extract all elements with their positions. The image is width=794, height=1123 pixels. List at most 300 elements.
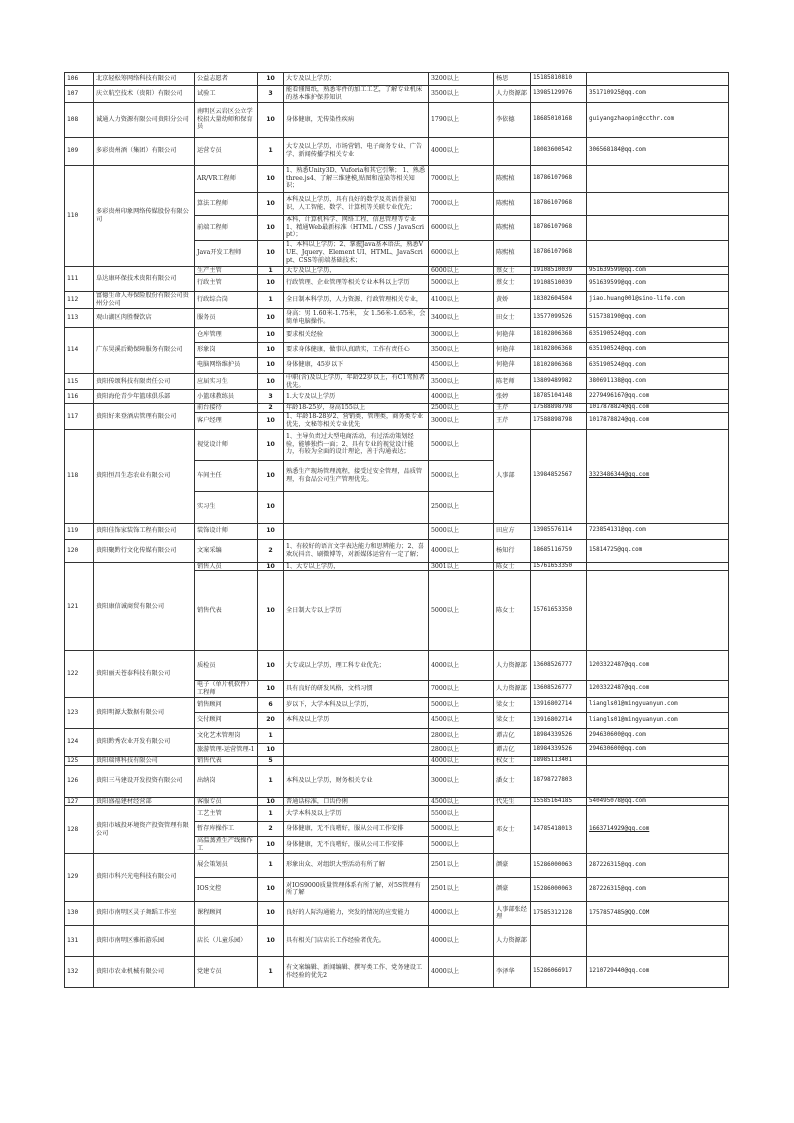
salary: 3200以上 <box>429 73 494 86</box>
phone-number: 13809489982 <box>531 373 587 390</box>
job-title: 销售人员 <box>195 562 258 571</box>
salary: 3400以上 <box>429 308 494 327</box>
salary: 4000以上 <box>429 651 494 681</box>
company-name: 贵阳海伦青少年篮球俱乐部 <box>94 390 195 404</box>
contact-person: 人力资源部 <box>494 651 531 681</box>
headcount: 2 <box>258 404 284 413</box>
email-link <box>587 240 729 266</box>
email-link[interactable]: 635190524@qq.com <box>587 342 729 357</box>
salary: 7000以上 <box>429 681 494 698</box>
phone-number: 18798727803 <box>531 765 587 797</box>
table-row <box>65 327 729 342</box>
contact-person: 陈熙植 <box>494 240 531 266</box>
phone-number: 18786107968 <box>531 240 587 266</box>
job-requirements <box>284 523 429 539</box>
headcount: 10 <box>258 413 284 430</box>
table-row <box>65 404 729 413</box>
row-number: 124 <box>65 728 94 756</box>
job-title: AR/VR工程师 <box>195 165 258 192</box>
job-title: 运营专员 <box>195 137 258 165</box>
salary: 3500以上 <box>429 373 494 390</box>
salary: 5500以上 <box>429 806 494 822</box>
job-title: 客户经理 <box>195 413 258 430</box>
phone-number: 18786107968 <box>531 165 587 192</box>
job-requirements: 本科及以上学历，具有良好的数学及英语背景知识，人工智能、数学、计算机等关联专业优先； <box>284 192 429 215</box>
company-name: 贵阳黔秀农业开发有限公司 <box>94 728 195 756</box>
job-title: 展会策划员 <box>195 853 258 877</box>
job-title: 文案采编 <box>195 539 258 562</box>
contact-person: 梁女士 <box>494 697 531 712</box>
headcount: 10 <box>258 925 284 956</box>
job-requirements: 形象出众、对组织大型活动有所了解 <box>284 853 429 877</box>
headcount: 2 <box>258 539 284 562</box>
salary: 7000以上 <box>429 192 494 215</box>
contact-person: 邓女士 <box>494 806 531 854</box>
row-number: 116 <box>65 390 94 404</box>
email-link[interactable]: jiao.huang001@sino-life.com <box>587 292 729 309</box>
job-requirements <box>284 743 429 756</box>
contact-person: 陈女士 <box>494 571 531 651</box>
email-link[interactable]: 287226315@qq.com <box>587 853 729 877</box>
row-number: 109 <box>65 137 94 165</box>
job-requirements: 1、有较好的语言文字表达能力和思辨能力；2、喜欢玩抖音、刷微博等，对新媒体运营有一定了解； <box>284 539 429 562</box>
contact-person: 王芹 <box>494 413 531 430</box>
row-number: 107 <box>65 86 94 103</box>
phone-number: 13916802714 <box>531 697 587 712</box>
contact-person: 梁女士 <box>494 712 531 728</box>
headcount: 1 <box>258 956 284 987</box>
contact-person: 蔡女士 <box>494 275 531 292</box>
salary: 4000以上 <box>429 956 494 987</box>
company-name: 诚通人力资源有限公司贵阳分公司 <box>94 102 195 137</box>
email-link <box>587 756 729 765</box>
salary: 5000以上 <box>429 275 494 292</box>
job-requirements: 身高：男 1.60米-1.75米， 女 1.56米-1.65米，会简单电脑操作。 <box>284 308 429 327</box>
salary: 5000以上 <box>429 460 494 491</box>
table-row <box>65 266 729 275</box>
table-row <box>65 925 729 956</box>
headcount: 10 <box>258 491 284 523</box>
job-requirements: 年龄18-25岁，身高155以上 <box>284 404 429 413</box>
table-row <box>65 697 729 712</box>
salary: 3000以上 <box>429 765 494 797</box>
email-link[interactable]: 2279496167@qq.com <box>587 390 729 404</box>
phone-number: 13984852567 <box>531 429 587 523</box>
table-row <box>65 73 729 86</box>
row-number: 113 <box>65 308 94 327</box>
company-name: 富德生命人寿保险股份有限公司贵州分公司 <box>94 292 195 309</box>
job-listing-table <box>64 72 729 988</box>
job-title: 公益志愿者 <box>195 73 258 86</box>
job-requirements: 1.大专及以上学历 <box>284 390 429 404</box>
salary: 3000以上 <box>429 327 494 342</box>
phone-number: 18083600542 <box>531 137 587 165</box>
company-name: 贵阳市南明区雅拓游乐园 <box>94 925 195 956</box>
table-row <box>65 956 729 987</box>
company-name: 贵阳恒昌生态农业有限公司 <box>94 429 195 523</box>
company-name: 广东昊溪后勤保障服务有限公司 <box>94 327 195 373</box>
table-row <box>65 429 729 460</box>
job-title: 小篮球教练员 <box>195 390 258 404</box>
contact-person: 陈女士 <box>494 562 531 571</box>
company-name: 贵阳盛福建材经营部 <box>94 797 195 806</box>
email-link[interactable]: 515738190@qq.com <box>587 308 729 327</box>
headcount: 10 <box>258 308 284 327</box>
company-name: 贵阳丽天苍泰科技有限公司 <box>94 651 195 698</box>
row-number: 123 <box>65 697 94 728</box>
email-link[interactable]: 1210729440@qq.com <box>587 956 729 987</box>
row-number: 122 <box>65 651 94 698</box>
job-title: 高温蒸煮生产线操作工 <box>195 837 258 854</box>
headcount: 10 <box>258 373 284 390</box>
headcount: 10 <box>258 651 284 681</box>
company-name: 贵阳聚黔行文化传媒有限公司 <box>94 539 195 562</box>
email-link[interactable]: 1203322487@qq.com <box>587 651 729 681</box>
table-row <box>65 806 729 822</box>
salary: 5000以上 <box>429 822 494 837</box>
table-row <box>65 292 729 309</box>
salary: 4000以上 <box>429 925 494 956</box>
table-row <box>65 756 729 765</box>
job-title: 形象岗 <box>195 342 258 357</box>
row-number: 117 <box>65 404 94 429</box>
phone-number: 15185810810 <box>531 73 587 86</box>
email-link[interactable]: 1017878824@qq.com <box>587 413 729 430</box>
job-requirements: 要求身体健康，做事认真踏实，工作有责任心 <box>284 342 429 357</box>
row-number: 115 <box>65 373 94 390</box>
email-link[interactable]: 294630600@qq.com <box>587 728 729 743</box>
phone-number: 17588898798 <box>531 413 587 430</box>
email-link[interactable]: 951639599@qq.com <box>587 266 729 275</box>
job-title: 旅游管理-运营管理-1 <box>195 743 258 756</box>
job-title: 装饰设计师 <box>195 523 258 539</box>
phone-number: 15286000063 <box>531 853 587 877</box>
row-number: 131 <box>65 925 94 956</box>
job-requirements: 全日制本科学历，人力资源、行政管理相关专业， <box>284 292 429 309</box>
email-link <box>587 925 729 956</box>
headcount: 1 <box>258 853 284 877</box>
phone-number: 14785418013 <box>531 806 587 854</box>
table-row <box>65 539 729 562</box>
contact-person: 陈熙植 <box>494 165 531 192</box>
headcount: 3 <box>258 390 284 404</box>
company-name: 贵阳传颂科技有限责任公司 <box>94 373 195 390</box>
email-link[interactable]: 1203322487@qq.com <box>587 681 729 698</box>
contact-person: 杨知行 <box>494 539 531 562</box>
job-title: 出纳岗 <box>195 765 258 797</box>
email-link[interactable]: liangls01@mingyuanyun.com <box>587 697 729 712</box>
contact-person: 王芹 <box>494 404 531 413</box>
job-title: 党建专员 <box>195 956 258 987</box>
phone-number: 13916802714 <box>531 712 587 728</box>
company-name: 庆立航空技术（贵阳）有限公司 <box>94 86 195 103</box>
phone-number: 18786107968 <box>531 192 587 215</box>
contact-person: 黄娇 <box>494 292 531 309</box>
company-name: 贵阳市科兴光电科技有限公司 <box>94 853 195 901</box>
salary: 3500以上 <box>429 86 494 103</box>
job-title: 课程顾问 <box>195 901 258 925</box>
job-requirements: 大学本科及以上学历 <box>284 806 429 822</box>
contact-person: 人力资源部 <box>494 925 531 956</box>
phone-number: 17588898798 <box>531 404 587 413</box>
contact-person: 代先生 <box>494 797 531 806</box>
headcount: 2 <box>258 822 284 837</box>
job-requirements: 本科及以上学历，财务相关专业 <box>284 765 429 797</box>
job-title: 前台接待 <box>195 404 258 413</box>
table-row <box>65 765 729 797</box>
job-title: 质检员 <box>195 651 258 681</box>
phone-number <box>531 925 587 956</box>
job-title: 销售顾问 <box>195 697 258 712</box>
job-requirements: 身体健康，无传染性疾病 <box>284 102 429 137</box>
email-link[interactable]: 1757857485@QQ.COM <box>587 901 729 925</box>
email-link[interactable]: 287226315@qq.com <box>587 877 729 901</box>
contact-person: 谭吉亿 <box>494 743 531 756</box>
company-name: 贵阳瑞博科技有限公司 <box>94 756 195 765</box>
phone-number: 19108510039 <box>531 266 587 275</box>
job-requirements: 良好的人际沟通能力，突发的情况的应变能力 <box>284 901 429 925</box>
job-title: 算法工程师 <box>195 192 258 215</box>
salary: 4100以上 <box>429 292 494 309</box>
row-number: 114 <box>65 327 94 373</box>
job-title: 生产主管 <box>195 266 258 275</box>
job-title: 车间主任 <box>195 460 258 491</box>
phone-number: 15761653350 <box>531 571 587 651</box>
table-row <box>65 373 729 390</box>
job-requirements: 本科，计算机科学、网络工程、信息管理等专业1、精通Web最新标准（HTML / CSS / JavaScript）； <box>284 215 429 240</box>
phone-number: 18102806368 <box>531 357 587 373</box>
job-requirements: 普通话标准，口齿伶俐 <box>284 797 429 806</box>
job-requirements: 有文案编辑、新闻编辑、撰写类工作、党务建设工作经验的优先2 <box>284 956 429 987</box>
email-link[interactable]: 15814725@qq.com <box>587 539 729 562</box>
phone-number: 13577099526 <box>531 308 587 327</box>
contact-person: 陈老师 <box>494 373 531 390</box>
email-link <box>587 571 729 651</box>
phone-number: 18984339526 <box>531 743 587 756</box>
row-number: 126 <box>65 765 94 797</box>
email-link[interactable]: 635190524@qq.com <box>587 357 729 373</box>
company-name: 贵阳好来登酒店管理有限公司 <box>94 404 195 429</box>
headcount: 1 <box>258 765 284 797</box>
job-requirements: 行政管理、企业管理等相关专业本科以上学历 <box>284 275 429 292</box>
phone-number: 13985576114 <box>531 523 587 539</box>
phone-number: 13608526777 <box>531 651 587 681</box>
contact-person: 杨思 <box>494 73 531 86</box>
phone-number: 18985113401 <box>531 756 587 765</box>
company-name: 贵阳明源大数据有限公司 <box>94 697 195 728</box>
email-link[interactable]: 635190524@qq.com <box>587 327 729 342</box>
job-title: 店长（儿童乐园） <box>195 925 258 956</box>
table-row <box>65 523 729 539</box>
company-name: 观山湖区肉胜餐饮店 <box>94 308 195 327</box>
email-link[interactable]: 294630600@qq.com <box>587 743 729 756</box>
job-requirements: 对IOS9000质量管理体系有所了解，对5S管理有所了解 <box>284 877 429 901</box>
table-row <box>65 853 729 877</box>
company-name: 贵阳佳饰家装饰工程有限公司 <box>94 523 195 539</box>
row-number: 118 <box>65 429 94 523</box>
contact-person: 颜豪 <box>494 877 531 901</box>
row-number: 112 <box>65 292 94 309</box>
contact-person: 权女士 <box>494 756 531 765</box>
job-title: 南明区云岩区公立学校招大量幼师和保育员 <box>195 102 258 137</box>
salary: 2800以上 <box>429 728 494 743</box>
salary: 2800以上 <box>429 743 494 756</box>
table-row <box>65 562 729 571</box>
phone-number: 13608526777 <box>531 681 587 698</box>
email-link[interactable]: liangls01@mingyuanyun.com <box>587 712 729 728</box>
row-number: 119 <box>65 523 94 539</box>
row-number: 120 <box>65 539 94 562</box>
job-title: IOS文控 <box>195 877 258 901</box>
contact-person: 陈熙植 <box>494 215 531 240</box>
row-number: 130 <box>65 901 94 925</box>
job-title: 行政主管 <box>195 275 258 292</box>
phone-number: 18984339526 <box>531 728 587 743</box>
salary: 5000以上 <box>429 697 494 712</box>
salary: 2501以上 <box>429 877 494 901</box>
headcount: 10 <box>258 429 284 460</box>
job-requirements: 熟悉生产现场管理流程，接受过安全管理，品质管理，有食品公司生产管理优先。 <box>284 460 429 491</box>
headcount: 10 <box>258 192 284 215</box>
job-requirements: 要求相关经验 <box>284 327 429 342</box>
contact-person: 陈熙植 <box>494 192 531 215</box>
contact-person: 田应方 <box>494 523 531 539</box>
contact-person <box>494 137 531 165</box>
headcount: 10 <box>258 571 284 651</box>
email-link <box>587 192 729 215</box>
job-requirements: 身体健康，45岁以下 <box>284 357 429 373</box>
job-title: 交付顾问 <box>195 712 258 728</box>
headcount: 10 <box>258 215 284 240</box>
email-link[interactable]: 951639599@qq.com <box>587 275 729 292</box>
contact-person: 何艳萍 <box>494 327 531 342</box>
salary: 5000以上 <box>429 523 494 539</box>
table-row <box>65 728 729 743</box>
table-row <box>65 165 729 192</box>
contact-person: 何艳萍 <box>494 357 531 373</box>
job-title: 试验工 <box>195 86 258 103</box>
email-link <box>587 562 729 571</box>
headcount: 10 <box>258 837 284 854</box>
job-requirements: 具有相关门店店长工作经验者优先。 <box>284 925 429 956</box>
job-title: Java开发工程师 <box>195 240 258 266</box>
job-title: 实习生 <box>195 491 258 523</box>
salary: 7000以上 <box>429 165 494 192</box>
job-title: 前端工程师 <box>195 215 258 240</box>
job-requirements: 中职(含)及以上学历，年龄22岁以上，有C1驾照者优先。 <box>284 373 429 390</box>
company-name: 多彩贵州印象网络传媒股份有限公司 <box>94 165 195 266</box>
email-link <box>587 165 729 192</box>
contact-person: 李依德 <box>494 102 531 137</box>
headcount: 20 <box>258 712 284 728</box>
email-link[interactable]: 380691138@qq.com <box>587 373 729 390</box>
email-link[interactable]: 306568184@qq.com <box>587 137 729 165</box>
phone-number: 19108510039 <box>531 275 587 292</box>
table-row <box>65 651 729 681</box>
headcount: 3 <box>258 86 284 103</box>
table-row <box>65 901 729 925</box>
job-requirements: 1、熟悉Unity3D、Vuforia和其它引擎； 1、熟悉three.js4、了解三维建模,贴图和渲染等相关知识； <box>284 165 429 192</box>
row-number: 127 <box>65 797 94 806</box>
company-name: 多彩贵州酒（集团）有限公司 <box>94 137 195 165</box>
email-link[interactable]: guiyangzhaopin@ccthr.com <box>587 102 729 137</box>
headcount: 10 <box>258 743 284 756</box>
job-requirements: 能看懂图纸，熟悉零件的加工工艺，了解专业机床的基本维护保养知识 <box>284 86 429 103</box>
table-row <box>65 308 729 327</box>
email-link <box>587 765 729 797</box>
job-requirements <box>284 491 429 523</box>
headcount: 1 <box>258 137 284 165</box>
salary: 4000以上 <box>429 901 494 925</box>
contact-person: 人力资源部 <box>494 86 531 103</box>
headcount: 10 <box>258 877 284 901</box>
email-link[interactable]: 1017878824@qq.com <box>587 404 729 413</box>
table-row <box>65 137 729 165</box>
row-number: 121 <box>65 562 94 651</box>
table-row <box>65 797 729 806</box>
job-requirements: 全日制大专以上学历 <box>284 571 429 651</box>
job-requirements: 大专或以上学历，理工科专业优先； <box>284 651 429 681</box>
phone-number: 15761653350 <box>531 562 587 571</box>
table-row <box>65 390 729 404</box>
headcount: 10 <box>258 562 284 571</box>
headcount: 5 <box>258 756 284 765</box>
phone-number: 18785104148 <box>531 390 587 404</box>
row-number: 129 <box>65 853 94 901</box>
job-title: 暂存库操作工 <box>195 822 258 837</box>
email-link[interactable]: 723854131@qq.com <box>587 523 729 539</box>
company-name: 贵阳市农业机械有限公司 <box>94 956 195 987</box>
salary: 2500以上 <box>429 404 494 413</box>
job-requirements: 大专及以上学历，市场营销、电子商务专业、广告学、新闻传播学相关专业 <box>284 137 429 165</box>
salary: 5000以上 <box>429 571 494 651</box>
job-title: 行政综合岗 <box>195 292 258 309</box>
phone-number: 18302604504 <box>531 292 587 309</box>
salary: 3001以上 <box>429 562 494 571</box>
job-title: 视觉设计师 <box>195 429 258 460</box>
headcount: 6 <box>258 697 284 712</box>
job-requirements: 1、本科以上学历；2、掌握Java基本语法，熟悉VUE、Jquery、Element UI、HTML、JavaScript、CSS等前端基础技术； <box>284 240 429 266</box>
phone-number: 18685010168 <box>531 102 587 137</box>
job-title: 客服专员 <box>195 797 258 806</box>
phone-number: 18102806368 <box>531 327 587 342</box>
salary: 2501以上 <box>429 853 494 877</box>
contact-person: 人事部 <box>494 429 531 523</box>
headcount: 10 <box>258 681 284 698</box>
headcount: 1 <box>258 266 284 275</box>
job-requirements: 身体健康，无不良嗜好，服从公司工作安排 <box>284 837 429 854</box>
email-link[interactable]: 1663714929@qq.com <box>587 806 729 854</box>
phone-number: 18685116759 <box>531 539 587 562</box>
salary: 3500以上 <box>429 342 494 357</box>
email-link[interactable]: 540495078@qq.com <box>587 797 729 806</box>
job-requirements: 1、主导负责过大型电商活动，有过活动策划经验，能够独挡一面；2、具有专业的视觉设计能力，有较为全面的设计理论，善于沟通表达； <box>284 429 429 460</box>
job-requirements: 岁以下，大学本科及以上学历， <box>284 697 429 712</box>
phone-number: 15286066917 <box>531 956 587 987</box>
salary: 4500以上 <box>429 712 494 728</box>
table-row <box>65 102 729 137</box>
job-requirements: 大专及以上学历； <box>284 73 429 86</box>
headcount: 10 <box>258 342 284 357</box>
phone-number: 18786107968 <box>531 215 587 240</box>
headcount: 10 <box>258 327 284 342</box>
company-name: 贵阳三马建设开发投资有限公司 <box>94 765 195 797</box>
job-requirements: 身体健康，无不良嗜好，服从公司工作安排 <box>284 822 429 837</box>
contact-person: 潘女士 <box>494 765 531 797</box>
phone-number: 13985129976 <box>531 86 587 103</box>
email-link[interactable]: 3323486344@qq.com <box>587 429 729 523</box>
email-link[interactable]: 351710925@qq.com <box>587 86 729 103</box>
